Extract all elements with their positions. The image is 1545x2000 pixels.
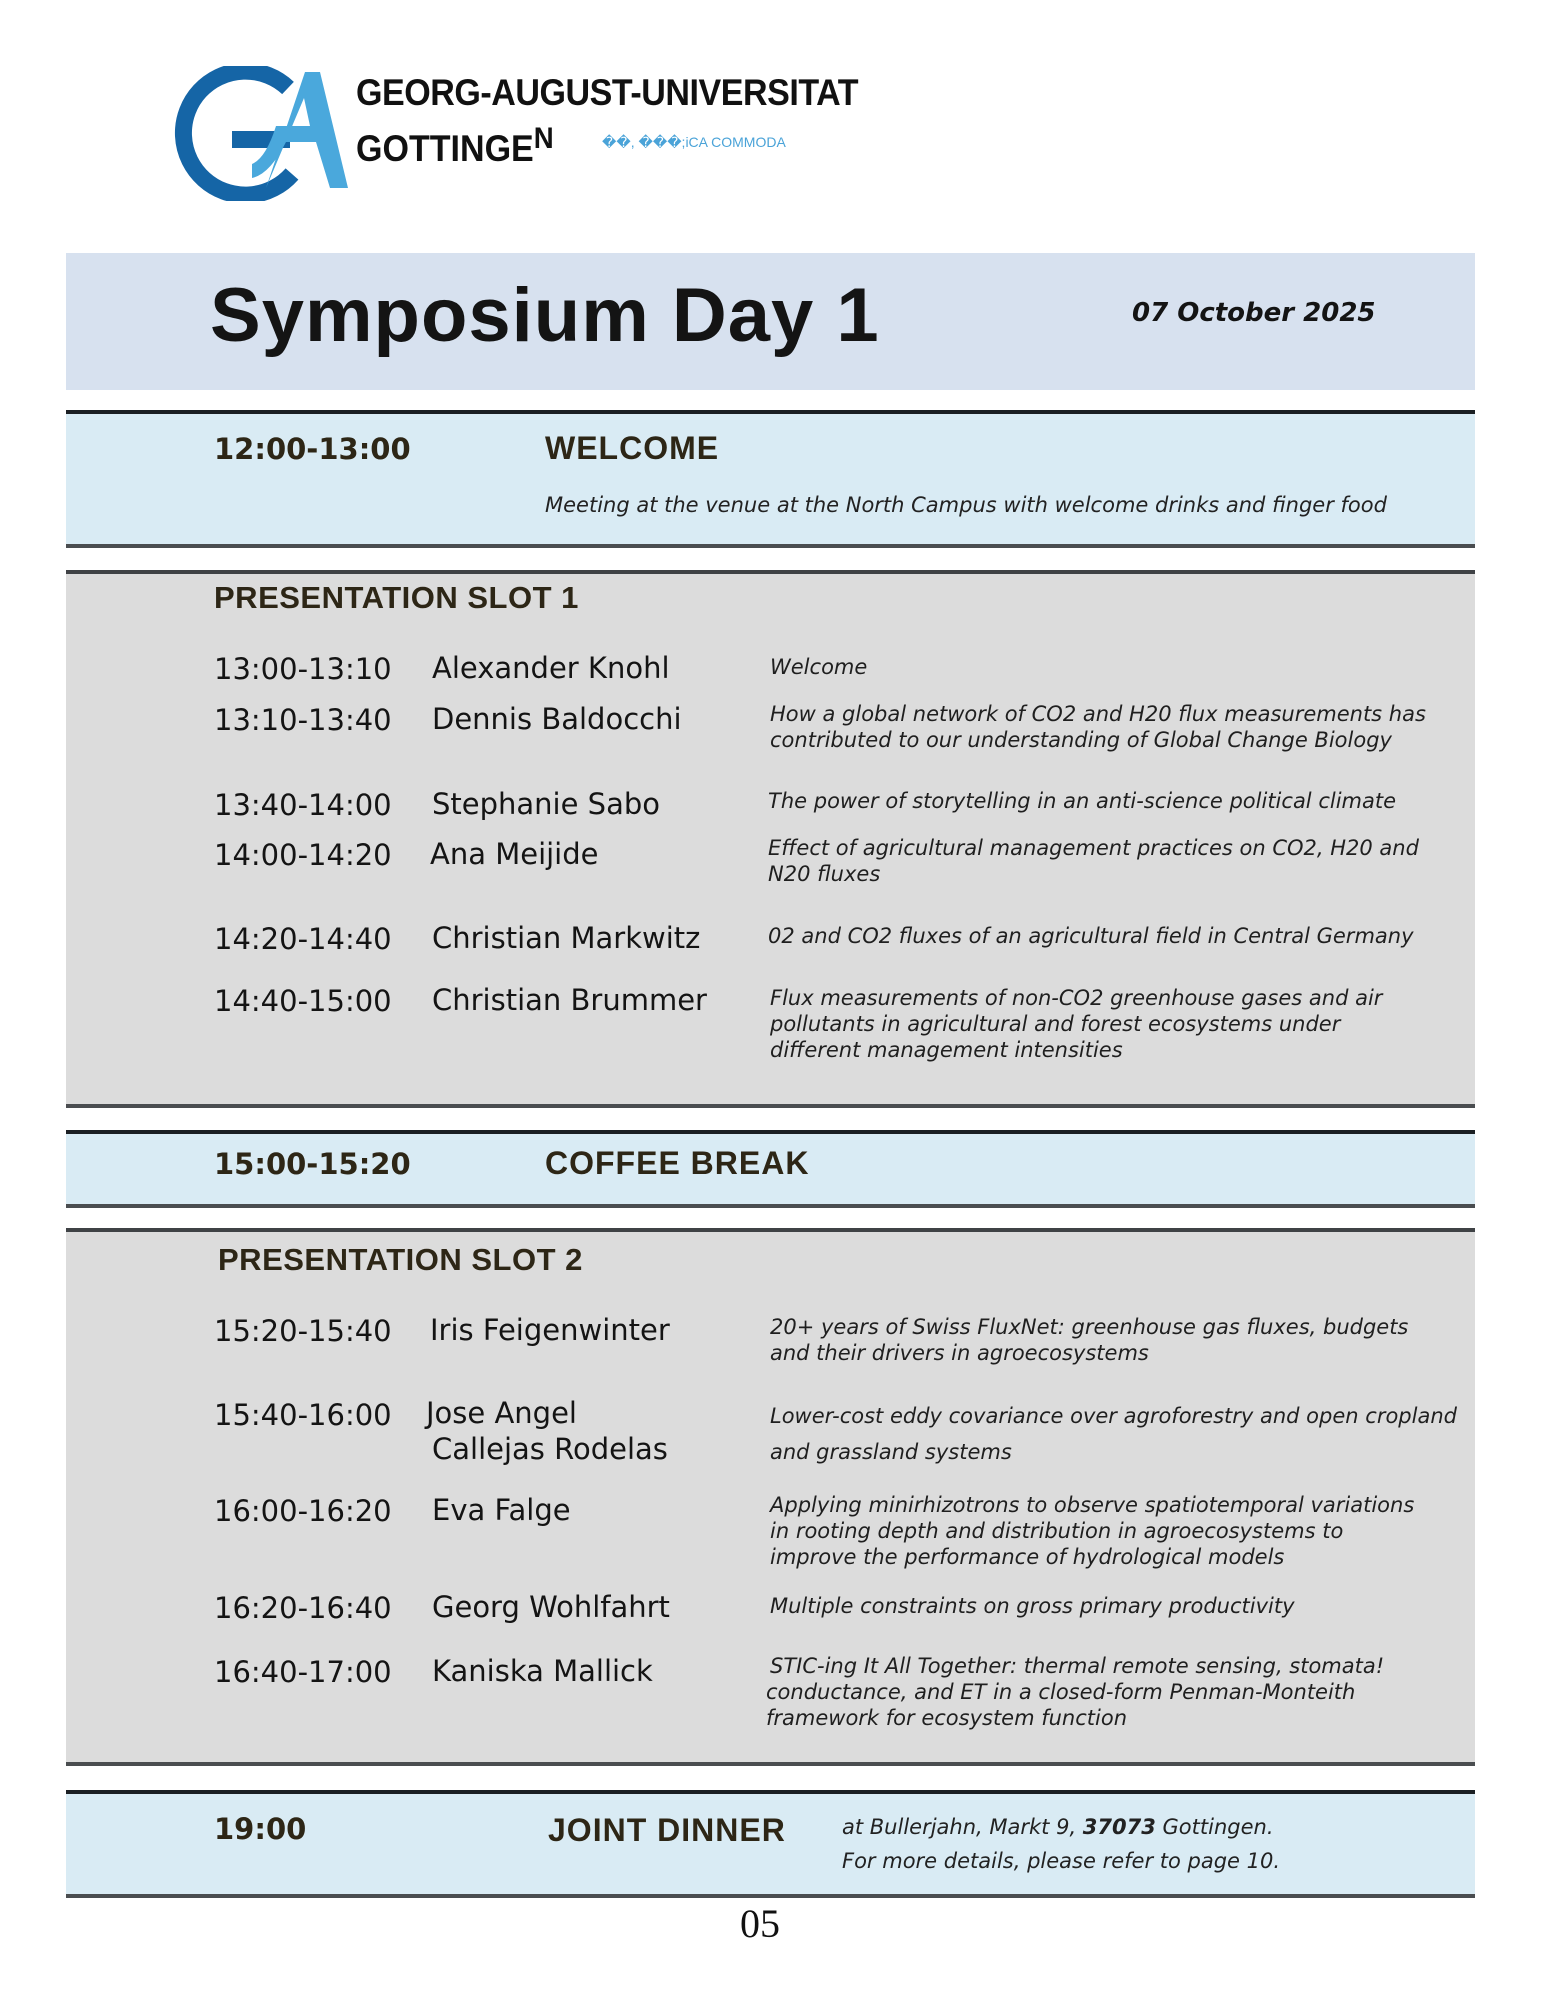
talk-speaker: Dennis Baldocchi: [432, 702, 682, 736]
talk-title: Welcome: [770, 655, 868, 679]
university-name-line2: [356, 122, 554, 170]
talk-time: 13:00-13:10: [214, 652, 392, 686]
dinner-address: at Bullerjahn, Markt 9, 37073 Gottingen.: [842, 1815, 1274, 1839]
talk-title: Applying minirhizotrons to observe spatiotemporal variations in rooting depth and distribution in agroecosystems to improve the performance of hydrological models: [770, 1493, 1415, 1569]
welcome-time: 12:00-13:00: [214, 432, 411, 466]
talk-time: 13:40-14:00: [214, 788, 392, 822]
dinner-time: 19:00: [214, 1812, 307, 1846]
talk-time: 13:10-13:40: [214, 703, 392, 737]
dinner-details-note: For more details, please refer to page 10.: [842, 1849, 1281, 1873]
talk-speaker: Jose Angel Callejas Rodelas: [426, 1396, 668, 1466]
talk-title: The power of storytelling in an anti-science political climate: [768, 789, 1397, 813]
talk-title: STIC-ing It All Together: thermal remote sensing, stomata! conductance, and ET in a closed-form Penman-Monteith framework for ecosystem function: [766, 1654, 1385, 1730]
talk-time: 14:40-15:00: [214, 984, 392, 1018]
event-date: 07 October 2025: [1132, 298, 1376, 328]
talk-title: 02 and CO2 fluxes of an agricultural field in Central Germany: [768, 924, 1414, 948]
university-motto: ��, ���;iCA COMMODA: [602, 134, 786, 150]
university-logo: [170, 66, 350, 201]
welcome-note: Meeting at the venue at the North Campus with welcome drinks and finger food: [545, 493, 1387, 517]
talk-speaker: Christian Markwitz: [432, 921, 701, 955]
talk-time: 16:00-16:20: [214, 1494, 392, 1528]
talk-time: 15:20-15:40: [214, 1314, 392, 1348]
talk-speaker: Eva Falge: [432, 1493, 571, 1527]
welcome-heading: WELCOME: [545, 430, 720, 466]
talk-speaker: Iris Feigenwinter: [430, 1313, 670, 1347]
ga-logo-icon: [170, 66, 350, 201]
university-name-line2-main: GOTTINGE: [356, 128, 534, 169]
talk-time: 15:40-16:00: [214, 1398, 392, 1432]
welcome-section: [66, 410, 1475, 548]
talk-time: 16:40-17:00: [214, 1655, 392, 1689]
page-number: 05: [740, 1901, 780, 1946]
talk-speaker: Alexander Knohl: [432, 651, 670, 685]
talk-speaker: Christian Brummer: [432, 983, 707, 1017]
coffee-break-heading: COFFEE BREAK: [545, 1145, 810, 1181]
slot-1-title: PRESENTATION SLOT 1: [214, 580, 579, 615]
talk-title: Effect of agricultural management practices on CO2, H20 and N20 fluxes: [768, 836, 1419, 886]
coffee-break-time: 15:00-15:20: [214, 1147, 411, 1181]
university-name-line1: GEORG-AUGUST-UNIVERSITAT: [356, 72, 859, 113]
talk-speaker: Kaniska Mallick: [432, 1654, 653, 1688]
talk-speaker: Ana Meijide: [430, 837, 599, 871]
talk-title: 20+ years of Swiss FluxNet: greenhouse gas fluxes, budgets and their drivers in agroecosystems: [770, 1315, 1409, 1365]
talk-title: Lower-cost eddy covariance over agroforestry and open cropland and grassland systems: [770, 1404, 1457, 1464]
talk-title: Flux measurements of non-CO2 greenhouse gases and air pollutants in agricultural and forest ecosystems under different management intensities: [770, 986, 1383, 1062]
talk-speaker: Georg Wohlfahrt: [432, 1590, 670, 1624]
talk-time: 14:00-14:20: [214, 838, 392, 872]
talk-time: 16:20-16:40: [214, 1591, 392, 1625]
talk-speaker: Stephanie Sabo: [432, 787, 661, 821]
university-name-line2-end: N: [533, 122, 554, 155]
talk-title: Multiple constraints on gross primary productivity: [770, 1594, 1295, 1618]
talk-time: 14:20-14:40: [214, 922, 392, 956]
talk-title: How a global network of CO2 and H20 flux measurements has contributed to our understanding of Global Change Biology: [770, 702, 1426, 752]
slot-2-title: PRESENTATION SLOT 2: [218, 1242, 583, 1277]
page-title: Symposium Day 1: [210, 273, 880, 358]
dinner-heading: JOINT DINNER: [548, 1812, 786, 1848]
